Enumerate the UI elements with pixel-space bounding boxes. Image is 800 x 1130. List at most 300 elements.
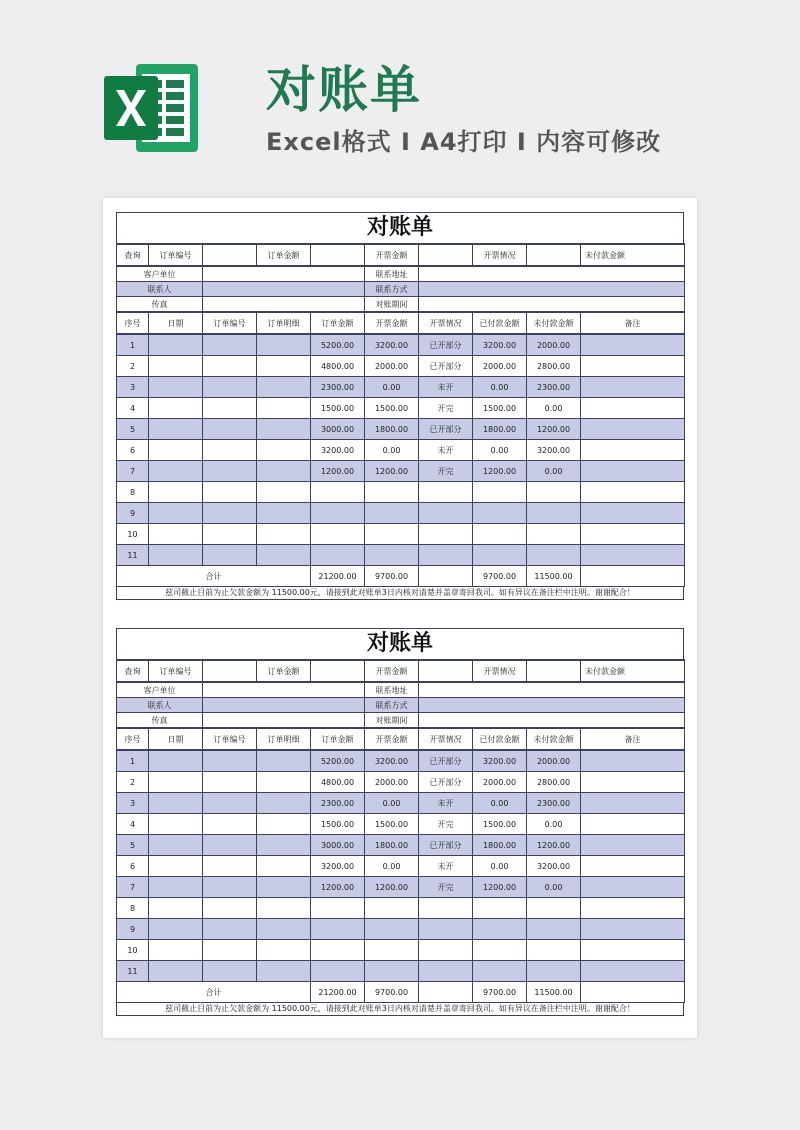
order-no-cell[interactable]	[203, 334, 257, 356]
total-paid-amount: 9700.00	[473, 566, 527, 587]
paid-amount-cell[interactable]: 0.00	[473, 856, 527, 877]
paid-amount-cell[interactable]: 2000.00	[473, 356, 527, 377]
paid-amount-cell[interactable]: 3200.00	[473, 334, 527, 356]
invoice-amount-cell[interactable]: 3200.00	[365, 750, 419, 772]
page-title: 对账单	[266, 61, 422, 119]
excel-logo-icon	[102, 58, 202, 158]
statement-note: 兹司截止目前为止欠款金额为 11500.00元，请接到此对账单3日内核对清楚并盖章寄回我司。如有异议在备注栏中注明。谢谢配合！	[116, 1003, 684, 1016]
order-amount-cell[interactable]	[311, 482, 365, 503]
row-number: 10	[117, 940, 149, 961]
remark-cell[interactable]	[581, 503, 685, 524]
invoice-status-cell[interactable]	[419, 482, 473, 503]
order-detail-cell[interactable]	[257, 772, 311, 793]
column-header: 开票情况	[419, 312, 473, 334]
unpaid-amount-cell[interactable]: 1200.00	[527, 835, 581, 856]
paid-amount-cell[interactable]: 1500.00	[473, 398, 527, 419]
row-number: 3	[117, 377, 149, 398]
date-cell[interactable]	[149, 482, 203, 503]
statement-table	[116, 659, 685, 1003]
row-number: 2	[117, 356, 149, 377]
order-no-cell[interactable]	[203, 482, 257, 503]
order-no-cell[interactable]	[203, 793, 257, 814]
invoice-amount-value[interactable]	[419, 660, 473, 682]
column-header: 已付款金额	[473, 312, 527, 334]
paid-amount-cell[interactable]: 3200.00	[473, 750, 527, 772]
statement-sheet-2	[116, 628, 684, 1016]
order-amount-value[interactable]	[311, 660, 365, 682]
period-value[interactable]	[419, 713, 685, 729]
order-amount-label: 订单金额	[257, 660, 311, 682]
invoice-status-cell[interactable]: 未开	[419, 440, 473, 461]
date-cell[interactable]	[149, 461, 203, 482]
order-amount-cell[interactable]: 2300.00	[311, 793, 365, 814]
address-label: 联系地址	[365, 682, 419, 698]
order-detail-cell[interactable]	[257, 814, 311, 835]
date-cell[interactable]	[149, 524, 203, 545]
remark-cell[interactable]	[581, 814, 685, 835]
date-cell[interactable]	[149, 503, 203, 524]
invoice-status-cell[interactable]: 已开部分	[419, 772, 473, 793]
unpaid-amount-cell[interactable]: 0.00	[527, 814, 581, 835]
order-detail-cell[interactable]	[257, 524, 311, 545]
order-detail-cell[interactable]	[257, 940, 311, 961]
order-detail-cell[interactable]	[257, 334, 311, 356]
date-cell[interactable]	[149, 877, 203, 898]
fax-label: 传真	[117, 713, 203, 729]
contact-value[interactable]	[203, 282, 365, 297]
invoice-amount-cell[interactable]: 0.00	[365, 793, 419, 814]
unpaid-amount-cell[interactable]: 0.00	[527, 877, 581, 898]
column-header: 订单金额	[311, 728, 365, 750]
invoice-status-cell[interactable]	[419, 898, 473, 919]
order-amount-cell[interactable]	[311, 898, 365, 919]
total-paid-amount: 9700.00	[473, 982, 527, 1003]
remark-cell[interactable]	[581, 545, 685, 566]
order-detail-cell[interactable]	[257, 545, 311, 566]
remark-cell[interactable]	[581, 356, 685, 377]
paid-amount-cell[interactable]	[473, 545, 527, 566]
total-unpaid-amount: 11500.00	[527, 566, 581, 587]
column-header: 订单金额	[311, 312, 365, 334]
invoice-status-label: 开票情况	[473, 244, 527, 266]
remark-cell[interactable]	[581, 440, 685, 461]
order-detail-cell[interactable]	[257, 440, 311, 461]
invoice-amount-cell[interactable]: 1200.00	[365, 461, 419, 482]
total-row	[117, 566, 685, 587]
customer-label: 客户单位	[117, 682, 203, 698]
date-cell[interactable]	[149, 814, 203, 835]
paid-amount-cell[interactable]: 1800.00	[473, 419, 527, 440]
table-row	[117, 814, 685, 835]
date-cell[interactable]	[149, 356, 203, 377]
remark-cell[interactable]	[581, 461, 685, 482]
column-header: 开票情况	[419, 728, 473, 750]
query-label: 查询	[117, 244, 149, 266]
paid-amount-cell[interactable]: 0.00	[473, 793, 527, 814]
order-no-value[interactable]	[203, 660, 257, 682]
table-row	[117, 524, 685, 545]
order-detail-cell[interactable]	[257, 377, 311, 398]
order-no-cell[interactable]	[203, 877, 257, 898]
order-no-value[interactable]	[203, 244, 257, 266]
invoice-amount-cell[interactable]	[365, 524, 419, 545]
order-no-cell[interactable]	[203, 440, 257, 461]
order-detail-cell[interactable]	[257, 750, 311, 772]
order-no-cell[interactable]	[203, 524, 257, 545]
order-no-cell[interactable]	[203, 835, 257, 856]
order-amount-cell[interactable]	[311, 545, 365, 566]
date-cell[interactable]	[149, 440, 203, 461]
order-detail-cell[interactable]	[257, 877, 311, 898]
invoice-status-cell[interactable]	[419, 961, 473, 982]
column-header: 订单明细	[257, 728, 311, 750]
date-cell[interactable]	[149, 334, 203, 356]
date-cell[interactable]	[149, 919, 203, 940]
invoice-status-cell[interactable]: 已开部分	[419, 334, 473, 356]
remark-cell[interactable]	[581, 898, 685, 919]
invoice-amount-cell[interactable]: 1800.00	[365, 419, 419, 440]
unpaid-amount-cell[interactable]	[527, 898, 581, 919]
remark-cell[interactable]	[581, 524, 685, 545]
date-cell[interactable]	[149, 419, 203, 440]
remark-cell[interactable]	[581, 334, 685, 356]
order-amount-cell[interactable]: 3000.00	[311, 835, 365, 856]
order-detail-cell[interactable]	[257, 356, 311, 377]
unpaid-amount-cell[interactable]	[527, 940, 581, 961]
invoice-amount-cell[interactable]	[365, 940, 419, 961]
column-header: 订单明细	[257, 312, 311, 334]
address-value[interactable]	[419, 266, 685, 282]
paid-amount-cell[interactable]: 1800.00	[473, 835, 527, 856]
unpaid-amount-cell[interactable]	[527, 919, 581, 940]
order-no-cell[interactable]	[203, 961, 257, 982]
date-cell[interactable]	[149, 898, 203, 919]
unpaid-amount-label: 未付款金额	[581, 660, 685, 682]
date-cell[interactable]	[149, 750, 203, 772]
invoice-status-cell[interactable]	[419, 919, 473, 940]
date-cell[interactable]	[149, 961, 203, 982]
invoice-amount-cell[interactable]: 1500.00	[365, 398, 419, 419]
invoice-amount-cell[interactable]	[365, 503, 419, 524]
order-no-cell[interactable]	[203, 750, 257, 772]
paid-amount-cell[interactable]: 1200.00	[473, 461, 527, 482]
order-no-cell[interactable]	[203, 398, 257, 419]
table-row	[117, 940, 685, 961]
remark-cell[interactable]	[581, 793, 685, 814]
paid-amount-cell[interactable]	[473, 898, 527, 919]
date-cell[interactable]	[149, 835, 203, 856]
order-no-cell[interactable]	[203, 856, 257, 877]
row-number: 11	[117, 961, 149, 982]
paid-amount-cell[interactable]: 2000.00	[473, 772, 527, 793]
order-detail-cell[interactable]	[257, 961, 311, 982]
remark-cell[interactable]	[581, 482, 685, 503]
total-order-amount: 21200.00	[311, 982, 365, 1003]
invoice-amount-cell[interactable]: 1200.00	[365, 877, 419, 898]
invoice-amount-cell[interactable]	[365, 961, 419, 982]
invoice-amount-value[interactable]	[419, 244, 473, 266]
statement-note: 兹司截止目前为止欠款金额为 11500.00元，请接到此对账单3日内核对清楚并盖章寄回我司。如有异议在备注栏中注明。谢谢配合！	[116, 587, 684, 600]
row-number: 4	[117, 814, 149, 835]
date-cell[interactable]	[149, 398, 203, 419]
page-subtitle: Excel格式 I A4打印 I 内容可修改	[266, 128, 662, 156]
order-amount-cell[interactable]: 4800.00	[311, 356, 365, 377]
fax-value[interactable]	[203, 713, 365, 729]
period-value[interactable]	[419, 297, 685, 313]
unpaid-amount-cell[interactable]	[527, 545, 581, 566]
statement-sheet-1	[116, 212, 684, 600]
unpaid-amount-cell[interactable]: 3200.00	[527, 856, 581, 877]
customer-label: 客户单位	[117, 266, 203, 282]
remark-cell[interactable]	[581, 940, 685, 961]
order-detail-cell[interactable]	[257, 419, 311, 440]
table-row	[117, 877, 685, 898]
order-amount-cell[interactable]	[311, 524, 365, 545]
total-invoice-amount: 9700.00	[365, 982, 419, 1003]
unpaid-amount-cell[interactable]: 2300.00	[527, 377, 581, 398]
customer-value[interactable]	[203, 682, 365, 698]
unpaid-amount-cell[interactable]: 2000.00	[527, 750, 581, 772]
column-header: 备注	[581, 728, 685, 750]
table-row	[117, 750, 685, 772]
row-number: 6	[117, 856, 149, 877]
order-amount-cell[interactable]: 3200.00	[311, 856, 365, 877]
invoice-status-cell[interactable]: 已开部分	[419, 750, 473, 772]
order-no-cell[interactable]	[203, 898, 257, 919]
date-cell[interactable]	[149, 377, 203, 398]
invoice-status-cell[interactable]	[419, 503, 473, 524]
order-amount-cell[interactable]: 5200.00	[311, 334, 365, 356]
paid-amount-cell[interactable]: 0.00	[473, 440, 527, 461]
order-amount-cell[interactable]	[311, 961, 365, 982]
order-amount-cell[interactable]: 4800.00	[311, 772, 365, 793]
unpaid-amount-cell[interactable]: 0.00	[527, 461, 581, 482]
remark-cell[interactable]	[581, 750, 685, 772]
paid-amount-cell[interactable]	[473, 940, 527, 961]
paid-amount-cell[interactable]	[473, 919, 527, 940]
order-amount-cell[interactable]	[311, 940, 365, 961]
paid-amount-cell[interactable]	[473, 482, 527, 503]
period-label: 对账期间	[365, 713, 419, 729]
remark-cell[interactable]	[581, 419, 685, 440]
invoice-status-cell[interactable]: 开完	[419, 398, 473, 419]
unpaid-amount-cell[interactable]: 2300.00	[527, 793, 581, 814]
invoice-status-cell[interactable]: 未开	[419, 793, 473, 814]
unpaid-amount-cell[interactable]: 3200.00	[527, 440, 581, 461]
fax-value[interactable]	[203, 297, 365, 313]
column-header: 未付款金额	[527, 728, 581, 750]
row-number: 11	[117, 545, 149, 566]
row-number: 1	[117, 750, 149, 772]
invoice-status-cell[interactable]	[419, 524, 473, 545]
unpaid-amount-cell[interactable]: 0.00	[527, 398, 581, 419]
paid-amount-cell[interactable]	[473, 961, 527, 982]
order-no-cell[interactable]	[203, 814, 257, 835]
invoice-status-cell[interactable]: 未开	[419, 856, 473, 877]
paid-amount-cell[interactable]	[473, 503, 527, 524]
order-detail-cell[interactable]	[257, 482, 311, 503]
invoice-status-cell[interactable]: 已开部分	[419, 835, 473, 856]
order-detail-cell[interactable]	[257, 461, 311, 482]
column-header: 日期	[149, 312, 203, 334]
order-amount-cell[interactable]	[311, 503, 365, 524]
table-row	[117, 440, 685, 461]
unpaid-amount-cell[interactable]	[527, 961, 581, 982]
total-remark	[581, 566, 685, 587]
period-label: 对账期间	[365, 297, 419, 313]
row-number: 1	[117, 334, 149, 356]
invoice-amount-cell[interactable]: 1800.00	[365, 835, 419, 856]
date-cell[interactable]	[149, 940, 203, 961]
invoice-amount-cell[interactable]: 2000.00	[365, 772, 419, 793]
invoice-amount-cell[interactable]	[365, 482, 419, 503]
contact-method-value[interactable]	[419, 282, 685, 297]
order-detail-cell[interactable]	[257, 856, 311, 877]
order-no-cell[interactable]	[203, 356, 257, 377]
column-header: 备注	[581, 312, 685, 334]
remark-cell[interactable]	[581, 856, 685, 877]
invoice-amount-label: 开票金额	[365, 244, 419, 266]
column-header: 序号	[117, 728, 149, 750]
unpaid-amount-cell[interactable]	[527, 503, 581, 524]
order-amount-cell[interactable]	[311, 919, 365, 940]
paid-amount-cell[interactable]	[473, 524, 527, 545]
order-detail-cell[interactable]	[257, 919, 311, 940]
order-detail-cell[interactable]	[257, 898, 311, 919]
contact-value[interactable]	[203, 698, 365, 713]
unpaid-amount-cell[interactable]: 1200.00	[527, 419, 581, 440]
paid-amount-cell[interactable]: 1200.00	[473, 877, 527, 898]
order-no-cell[interactable]	[203, 503, 257, 524]
invoice-amount-cell[interactable]: 0.00	[365, 377, 419, 398]
remark-cell[interactable]	[581, 835, 685, 856]
row-number: 9	[117, 919, 149, 940]
invoice-status-value[interactable]	[527, 244, 581, 266]
order-no-label: 订单编号	[149, 244, 203, 266]
remark-cell[interactable]	[581, 919, 685, 940]
order-detail-cell[interactable]	[257, 398, 311, 419]
unpaid-amount-cell[interactable]: 2000.00	[527, 334, 581, 356]
order-amount-label: 订单金额	[257, 244, 311, 266]
invoice-status-cell[interactable]: 开完	[419, 461, 473, 482]
table-row	[117, 772, 685, 793]
order-amount-cell[interactable]: 1200.00	[311, 877, 365, 898]
order-no-cell[interactable]	[203, 377, 257, 398]
invoice-status-cell[interactable]	[419, 940, 473, 961]
order-no-cell[interactable]	[203, 940, 257, 961]
invoice-status-value[interactable]	[527, 660, 581, 682]
order-amount-cell[interactable]: 2300.00	[311, 377, 365, 398]
column-header: 开票金额	[365, 728, 419, 750]
order-no-cell[interactable]	[203, 461, 257, 482]
total-invoice-amount: 9700.00	[365, 566, 419, 587]
remark-cell[interactable]	[581, 772, 685, 793]
invoice-amount-cell[interactable]: 0.00	[365, 440, 419, 461]
remark-cell[interactable]	[581, 877, 685, 898]
order-no-cell[interactable]	[203, 919, 257, 940]
order-amount-value[interactable]	[311, 244, 365, 266]
total-status	[419, 566, 473, 587]
sheet-title: 对账单	[116, 212, 684, 243]
invoice-status-cell[interactable]: 开完	[419, 814, 473, 835]
order-amount-cell[interactable]: 1200.00	[311, 461, 365, 482]
invoice-status-cell[interactable]: 未开	[419, 377, 473, 398]
invoice-amount-cell[interactable]: 1500.00	[365, 814, 419, 835]
invoice-amount-cell[interactable]	[365, 545, 419, 566]
contact-label: 联系人	[117, 698, 203, 713]
invoice-status-cell[interactable]: 已开部分	[419, 419, 473, 440]
table-row	[117, 919, 685, 940]
unpaid-amount-cell[interactable]	[527, 524, 581, 545]
row-number: 9	[117, 503, 149, 524]
total-label: 合计	[117, 566, 311, 587]
remark-cell[interactable]	[581, 961, 685, 982]
order-no-cell[interactable]	[203, 772, 257, 793]
invoice-status-cell[interactable]: 已开部分	[419, 356, 473, 377]
table-row	[117, 398, 685, 419]
table-row	[117, 482, 685, 503]
total-order-amount: 21200.00	[311, 566, 365, 587]
order-amount-cell[interactable]: 3200.00	[311, 440, 365, 461]
contact-method-value[interactable]	[419, 698, 685, 713]
order-detail-cell[interactable]	[257, 503, 311, 524]
order-detail-cell[interactable]	[257, 835, 311, 856]
contact-label: 联系人	[117, 282, 203, 297]
invoice-amount-cell[interactable]: 3200.00	[365, 334, 419, 356]
remark-cell[interactable]	[581, 377, 685, 398]
invoice-amount-cell[interactable]	[365, 919, 419, 940]
table-row	[117, 334, 685, 356]
order-amount-cell[interactable]: 5200.00	[311, 750, 365, 772]
date-cell[interactable]	[149, 856, 203, 877]
query-label: 查询	[117, 660, 149, 682]
unpaid-amount-cell[interactable]: 2800.00	[527, 356, 581, 377]
date-cell[interactable]	[149, 772, 203, 793]
order-amount-cell[interactable]: 1500.00	[311, 814, 365, 835]
table-row	[117, 545, 685, 566]
unpaid-amount-cell[interactable]	[527, 482, 581, 503]
customer-value[interactable]	[203, 266, 365, 282]
row-number: 7	[117, 461, 149, 482]
invoice-amount-cell[interactable]	[365, 898, 419, 919]
invoice-amount-cell[interactable]: 0.00	[365, 856, 419, 877]
address-value[interactable]	[419, 682, 685, 698]
invoice-status-cell[interactable]	[419, 545, 473, 566]
paid-amount-cell[interactable]: 0.00	[473, 377, 527, 398]
paid-amount-cell[interactable]: 1500.00	[473, 814, 527, 835]
order-amount-cell[interactable]: 1500.00	[311, 398, 365, 419]
order-amount-cell[interactable]: 3000.00	[311, 419, 365, 440]
date-cell[interactable]	[149, 793, 203, 814]
order-detail-cell[interactable]	[257, 793, 311, 814]
column-header: 已付款金额	[473, 728, 527, 750]
invoice-amount-cell[interactable]: 2000.00	[365, 356, 419, 377]
table-row	[117, 356, 685, 377]
order-no-cell[interactable]	[203, 545, 257, 566]
row-number: 8	[117, 898, 149, 919]
date-cell[interactable]	[149, 545, 203, 566]
row-number: 5	[117, 419, 149, 440]
unpaid-amount-cell[interactable]: 2800.00	[527, 772, 581, 793]
table-row	[117, 961, 685, 982]
invoice-status-cell[interactable]: 开完	[419, 877, 473, 898]
row-number: 6	[117, 440, 149, 461]
order-no-cell[interactable]	[203, 419, 257, 440]
order-no-label: 订单编号	[149, 660, 203, 682]
remark-cell[interactable]	[581, 398, 685, 419]
total-label: 合计	[117, 982, 311, 1003]
column-header: 序号	[117, 312, 149, 334]
